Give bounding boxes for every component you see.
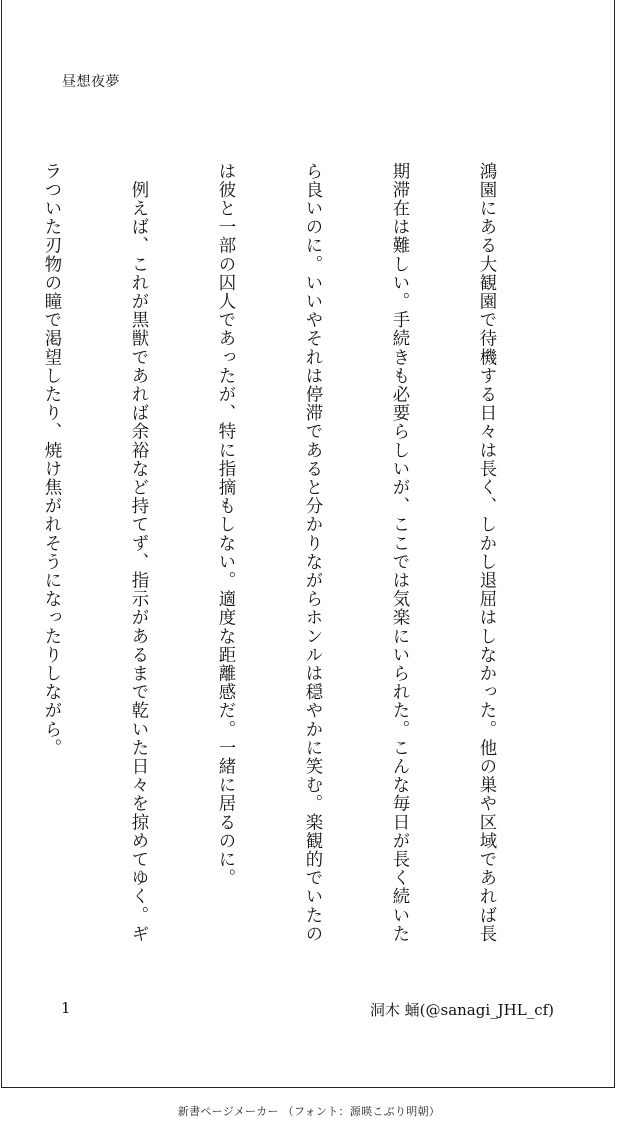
page-number: 1 — [61, 999, 71, 1017]
text-line: は彼と一部の囚人であったが、特に指摘もしない。適度な距離感だ。一緒に居るのに。 — [215, 162, 235, 888]
vertical-body-text — [0, 162, 558, 962]
text-line: ら良いのに。いいやそれは停滞であると分かりながらホンルは穏やかに笑む。楽観的でいたの — [302, 162, 322, 944]
text-line: 期滞在は難しい。手続きも必要らしいが、ここでは気楽にいられた。こんな毎日が長く続いた — [389, 162, 409, 944]
text-line: 例えば、これが黒獣であれば余裕など持てず、指示があるまで乾いた日々を掠めてゆく。ギ — [128, 162, 148, 944]
document-title: 昼想夜夢 — [62, 74, 120, 90]
text-line: ラついた刃物の瞳で渇望したり、焼け焦がれそうになったりしながら。 — [41, 162, 61, 758]
author-credit: 洞木 蛹(@sanagi_JHL_cf) — [369, 1001, 554, 1019]
page-frame — [1, 0, 615, 1088]
text-line: 鴻園にある大観園で待機する日々は長く、しかし退屈はしなかった。他の巣や区域であれば長 — [476, 162, 496, 944]
generator-caption: 新書ページメーカー （フォント：源暎こぶり明朝） — [177, 1105, 441, 1118]
